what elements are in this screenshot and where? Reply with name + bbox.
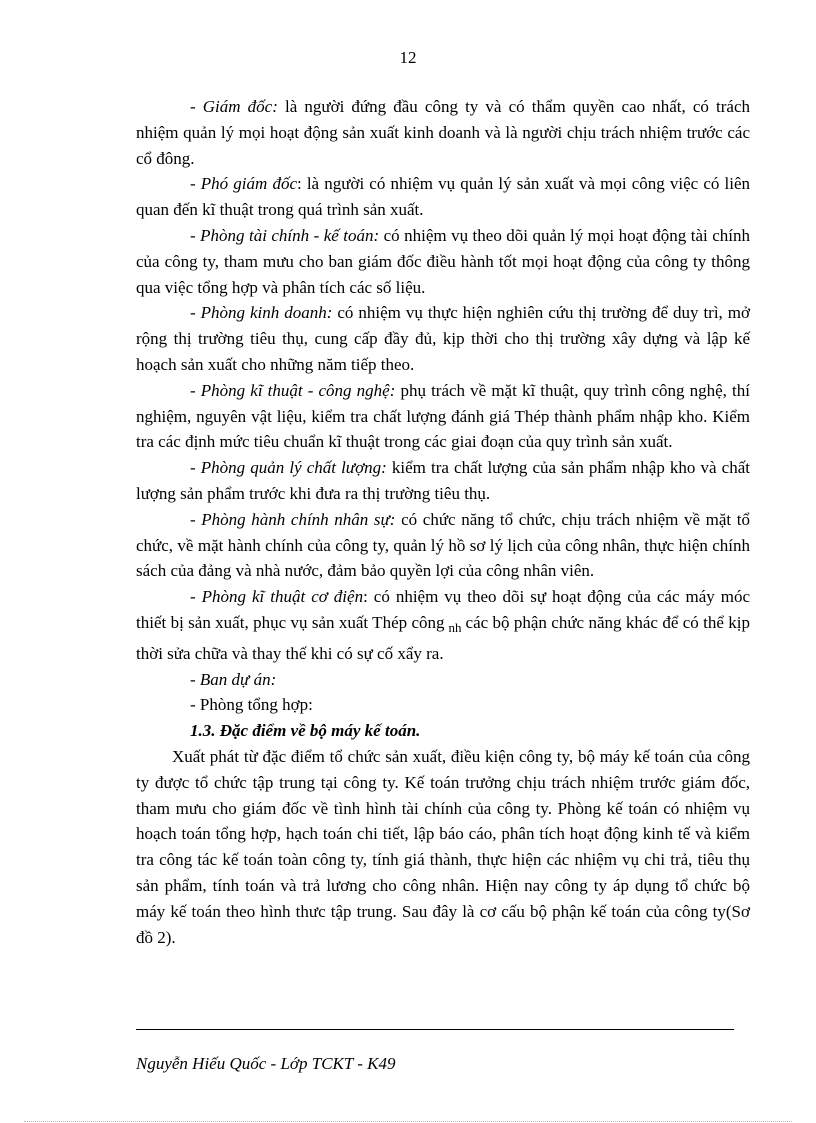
list-item-pho-giam-doc [136,171,750,223]
list-item-phong-co-dien [136,584,750,666]
item-label: - Phòng hành chính nhân sự: [190,509,396,529]
item-text: có nhiệm vụ theo dõi quản lý mọi hoạt động tài chính của công ty, tham mưu cho ban giám đốc điều hành tốt mọi hoạt động của công ty thông qua việc tổng hợp và phân tích các số liệu. [136,225,750,297]
item-text: : có nhiệm vụ theo dõi sự hoạt động của các máy móc thiết bị sản xuất, phục vụ sản xuất Thép công [136,587,750,632]
list-item-giam-doc [136,94,750,171]
item-text: có chức năng tổ chức, chịu trách nhiệm về mặt tổ chức, về mặt hành chính của công ty, quản lý hồ sơ lý lịch của công nhân, thực hiện chính sách của đảng và nhà nước, đảm bảo quyền lợi của công nhân viên. [136,509,750,581]
item-label: - Phòng tài chính - kế toán: [190,225,380,245]
item-text: phụ trách về mặt kĩ thuật, quy trình công nghệ, thí nghiệm, nguyên vật liệu, kiểm tra chất lượng đánh giá Thép thành phẩm nhập kho. Kiểm tra các định mức tiêu chuẩn kĩ thuật trong các giai đoạn của quy trình sản xuất. [136,380,750,452]
item-text-subscript: nh [448,619,462,635]
document-body [136,94,750,950]
item-label: - Phòng kĩ thuật - công nghệ: [190,380,396,400]
page-edge [24,1121,792,1122]
list-item-ban-du-an [136,667,750,693]
list-item-phong-ki-thuat [136,378,750,455]
item-text: là người đứng đầu công ty và có thẩm quyền cao nhất, có trách nhiệm quản lý mọi hoạt động sản xuất kinh doanh và là người chịu trách nhiệm trước các cổ đông. [136,97,750,168]
item-text: kiểm tra chất lượng của sản phẩm nhập kho và chất lượng sản phẩm trước khi đưa ra thị trường tiêu thụ. [136,458,750,503]
item-label: - Phòng quản lý chất lượng: [190,458,387,478]
list-item-phong-tong-hop [136,692,750,718]
list-item-phong-hcns [136,507,750,584]
page-number: 12 [399,48,417,67]
list-item-phong-qlcl [136,455,750,507]
item-label: - Phòng tổng hợp: [190,695,313,715]
section-heading: 1.3. Đặc điểm về bộ máy kế toán. [190,721,421,741]
list-item-phong-tai-chinh [136,223,750,300]
item-text: : là người có nhiệm vụ quản lý sản xuất và mọi công việc có liên quan đến kĩ thuật trong quá trình sản xuất. [136,174,750,220]
item-label: - Phòng kinh doanh: [190,303,333,323]
footer-text: Nguyễn Hiếu Quốc - Lớp TCKT - K49 [136,1054,396,1073]
item-text: có nhiệm vụ thực hiện nghiên cứu thị trường để duy trì, mở rộng thị trường tiêu thụ, cung cấp đầy đủ, kịp thời cho thị trường xây dựng và lập kế hoạch sản xuất cho những năm tiếp theo. [136,303,750,374]
list-item-phong-kinh-doanh [136,300,750,377]
footer-rule [136,1029,734,1030]
item-label: - Phó giám đốc [190,174,297,194]
item-label: - Phòng kĩ thuật cơ điện [190,587,364,607]
item-label: - Ban dự án: [190,669,277,689]
item-label: - Giám đốc: [190,97,278,116]
item-text: các bộ phận chức năng khác để có thể kịp thời sửa chữa và thay thế khi có sự cố xẩy ra. [136,612,750,663]
section-paragraph: Xuất phát từ đặc điểm tổ chức sản xuất, điều kiện công ty, bộ máy kế toán của công ty được tổ chức tập trung tại công ty. Kế toán trưởng chịu trách nhiệm trước giám đốc, tham mưu cho giám đốc về tình hình tài chính của công ty. Phòng kế toán có nhiệm vụ hoạch toán tổng hợp, hạch toán chi tiết, lập báo cáo, phân tích hoạt động kinh tế và kiểm tra công tác kế toán toàn công ty, tính giá thành, thực hiện các nhiệm vụ chi trả, tiêu thụ sản phẩm, tính toán và trả lương cho công nhân. Hiện nay công ty áp dụng tổ chức bộ máy kế toán theo hình thưc tập trung. Sau đây là cơ cấu bộ phận kế toán của công ty(Sơ đồ 2). [136,746,750,947]
